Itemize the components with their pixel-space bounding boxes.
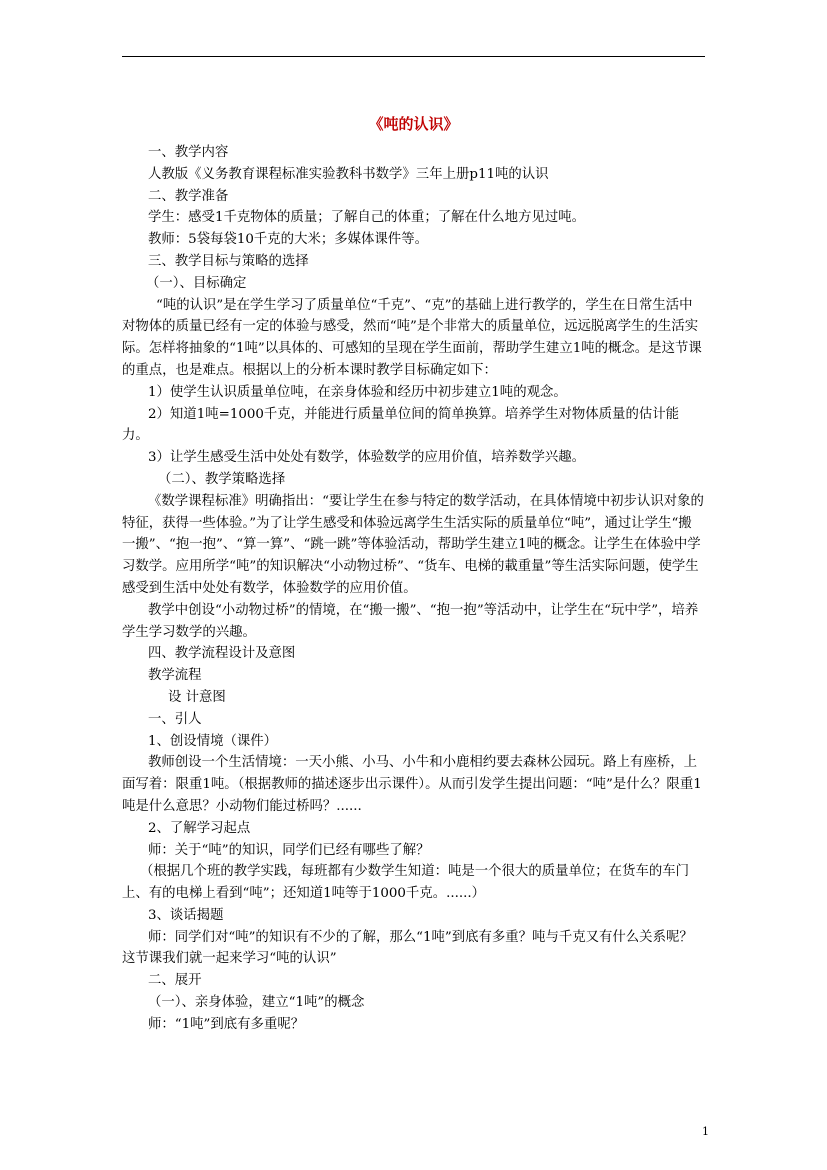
page-number: 1 <box>702 1125 709 1138</box>
paragraph: 教师：5袋每袋10千克的大米；多媒体课件等。 <box>148 232 428 248</box>
paragraph: 师：关于“吨”的知识，同学们已经有哪些了解？ <box>148 842 430 858</box>
paragraph: 设 计意图 <box>168 689 226 705</box>
paragraph: 师：“1吨”到底有多重呢？ <box>148 1016 305 1032</box>
list-item: 1）使学生认识质量单位吨，在亲身体验和经历中初步建立1吨的观念。 <box>148 384 567 400</box>
section-heading: 二、展开 <box>148 973 202 989</box>
list-item: 3）让学生感受生活中处处有数学，体验数学的应用价值，培养数学兴趣。 <box>148 450 586 466</box>
paragraph: 教学中创设“小动物过桥”的情境，在“搬一搬”、“抱一抱”等活动中，让学生在“玩中学”，培养学生学习数学的兴趣。 <box>122 602 699 640</box>
document-title: 《吨的认识》 <box>368 115 459 133</box>
paragraph: （根据几个班的教学实践，每班都有少数学生知道：吨是一个很大的质量单位；在货车的车门上、有的电梯上看到“吨”；还知道1吨等于1000千克。......） <box>122 864 690 902</box>
subsection-heading: 1、创设情境（课件） <box>148 733 278 749</box>
paragraph: 教师创设一个生活情境：一天小熊、小马、小牛和小鹿相约要去森林公园玩。路上有座桥，上面写着：限重1吨。（根据教师的描述逐步出示课件）。从而引发学生提出问题：“吨”是什么？限重1吨是什么意思？小动物们能过桥吗？...... <box>122 755 702 814</box>
subsection-heading: 2、了解学习起点 <box>148 820 251 836</box>
subsection-heading: （一）、亲身体验，建立“1吨”的概念 <box>148 995 365 1011</box>
paragraph: “吨的认识”是在学生学习了质量单位“千克”、“克”的基础上进行教学的，学生在日常生活中对物体的质量已经有一定的体验与感受，然而“吨”是个非常大的质量单位，远远脱离学生的生活实际。怎样将抽象的“1吨”以具体的、可感知的呈现在学生面前，帮助学生建立1吨的概念。是这节课的重点，也是难点。根据以上的分析本课时教学目标确定如下： <box>122 297 702 378</box>
paragraph: 师：同学们对“吨”的知识有不少的了解，那么“1吨”到底有多重？吨与千克又有什么关系呢？这节课我们就一起来学习“吨的认识” <box>122 929 693 967</box>
paragraph: 《数学课程标准》明确指出：“要让学生在参与特定的数学活动，在具体情境中初步认识对象的特征，获得一些体验。”为了让学生感受和体验远离学生生活实际的质量单位“吨”，通过让学生“搬一搬”、“抱一抱”、“算一算”、“跳一跳”等体验活动，帮助学生建立1吨的概念。让学生在体验中学习数学。应用所学“吨”的知识解决“小动物过桥”、“货车、电梯的載重量”等生活实际问题，使学生感受到生活中处处有数学，体验数学的应用价值。 <box>122 493 704 596</box>
paragraph: 教学流程 <box>148 668 202 684</box>
subsection-heading: （一）、目标确定 <box>146 275 247 291</box>
paragraph: 人教版《义务教育课程标准实验教科书数学》三年上册p11吨的认识 <box>148 166 549 182</box>
header-rule <box>122 56 705 57</box>
subsection-heading: 一、引人 <box>148 711 202 727</box>
section-heading: 三、教学目标与策略的选择 <box>148 253 309 269</box>
subsection-heading: （二）、教学策略选择 <box>158 471 286 487</box>
section-heading: 四、教学流程设计及意图 <box>148 646 296 662</box>
subsection-heading: 3、谈话揭题 <box>148 907 224 923</box>
document-body <box>122 142 705 1036</box>
paragraph: 学生：感受1千克物体的质量；了解自己的体重；了解在什么地方见过吨。 <box>148 210 586 226</box>
section-heading: 一、教学内容 <box>148 145 229 160</box>
list-item: 2）知道1吨=1000千克，并能进行质量单位间的简单换算。培养学生对物体质量的估计能力。 <box>122 406 680 444</box>
section-heading: 二、教学准备 <box>148 188 229 204</box>
